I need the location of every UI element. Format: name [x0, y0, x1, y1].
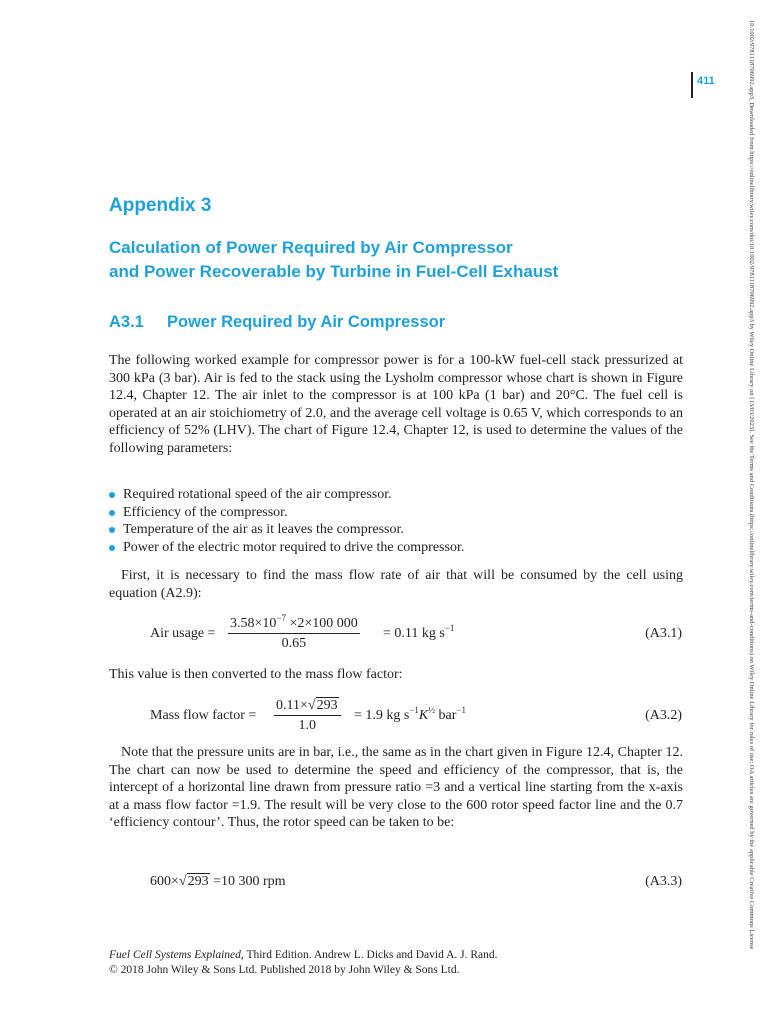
equation-number: (A3.1) — [645, 626, 682, 641]
list-item — [109, 539, 683, 557]
list-item — [109, 522, 683, 540]
fraction-denominator: 1.0 — [298, 718, 317, 733]
equation-fraction — [274, 698, 341, 734]
fraction-bar — [274, 715, 341, 716]
appendix-title-line-1: Calculation of Power Required by Air Compressor — [109, 238, 513, 257]
equation-a3-1 — [150, 613, 682, 656]
mass-flow-paragraph: First, it is necessary to find the mass flow rate of air that will be consumed by the cell using equation (A2.9): — [109, 568, 683, 601]
section-title: Power Required by Air Compressor — [167, 313, 446, 331]
appendix-heading: Appendix 3 — [109, 195, 212, 216]
bullet-icon — [109, 510, 115, 516]
fraction-denominator: 0.65 — [281, 636, 307, 651]
equation-lhs: Air usage = — [150, 626, 216, 641]
equation-lhs: Mass flow factor = — [150, 708, 257, 723]
book-citation: Fuel Cell Systems Explained, Third Edition. Andrew L. Dicks and David A. J. Rand. — [109, 949, 498, 961]
list-item — [109, 486, 683, 504]
equation-fraction — [228, 613, 360, 652]
fraction-bar — [228, 633, 360, 634]
fraction-numerator: $3.58\times 10^{-7} \times 2\times 100$ 000 — [230, 613, 358, 631]
parameter-list — [109, 486, 683, 557]
note-paragraph: Note that the pressure units are in bar, i.e., the same as in the chart given in Figure 12.4, Chapter 12. The chart can now be used to determine the speed and efficiency of the compressor, that is, the intercept of a horizontal line drawn from pressure ratio =3 and a vertical line starting from the x-axis at a mass flow factor =1.9. The result will be very close to the 600 rotor speed factor line and the 0.7 ‘efficiency contour’. Thus, the rotor speed can be taken to be: — [109, 745, 683, 831]
bullet-icon — [109, 527, 115, 533]
download-side-note: 10.1002/9781118706992.app3, Downloaded from https://onlinelibrary.wiley.com/doi/10.1002/9781118706992.app3 by Wiley Online Library on [13/03/2023]. See the Terms and Conditions (https://onlinelibrary.wiley.com/terms-and-conditions) on Wiley Online Library for rules of use; OA articles are governed by the applicable Creative Commons License — [748, 20, 755, 950]
equation-rhs: = 0.11 kg $s^{-1}$ — [383, 623, 455, 641]
list-item — [109, 504, 683, 522]
appendix-title-line-2: and Power Recoverable by Turbine in Fuel-Cell Exhaust — [109, 262, 559, 281]
page-number-rule — [691, 72, 693, 98]
section-number: A3.1 — [109, 313, 144, 331]
list-item-text: Required rotational speed of the air compressor. — [123, 486, 392, 502]
copyright-line: © 2018 John Wiley & Sons Ltd. Published 2018 by John Wiley & Sons Ltd. — [109, 964, 460, 976]
section-heading — [109, 313, 445, 332]
fraction-numerator: 0.11×√293 — [276, 698, 338, 713]
equation-a3-3 — [150, 866, 682, 906]
copyright-footer — [109, 948, 498, 978]
bullet-icon — [109, 545, 115, 551]
equation-number: (A3.2) — [645, 708, 682, 723]
equation-number: (A3.3) — [645, 874, 682, 889]
appendix-title — [109, 236, 558, 284]
bullet-icon — [109, 492, 115, 498]
list-item-text: Temperature of the air as it leaves the compressor. — [123, 522, 404, 538]
equation-rhs: = 1.9 kg $s^{-1}K^{\frac{1}{2}}$ bar$^{-1}$ — [354, 705, 466, 723]
convert-paragraph: This value is then converted to the mass flow factor: — [109, 667, 403, 682]
page-number: 411 — [697, 75, 715, 87]
list-item-text: Power of the electric motor required to drive the compressor. — [123, 540, 465, 556]
equation-a3-2 — [150, 698, 682, 738]
intro-paragraph: The following worked example for compressor power is for a 100-kW fuel-cell stack pressurized at 300 kPa (3 bar). Air is fed to the stack using the Lysholm compressor whose chart is shown in Figure 12.4, Chapter 12. The air inlet to the compressor is at 100 kPa (1 bar) and 20°C. The fuel cell is operated at an air stoichiometry of 2.0, and the average cell voltage is 0.65 V, which corresponds to an efficiency of 52% (LHV). The chart of Figure 12.4, Chapter 12, is used to determine the values of the following parameters: — [109, 353, 683, 456]
equation-expression: 600×√293 =10 300 rpm — [150, 874, 286, 889]
list-item-text: Efficiency of the compressor. — [123, 504, 288, 520]
